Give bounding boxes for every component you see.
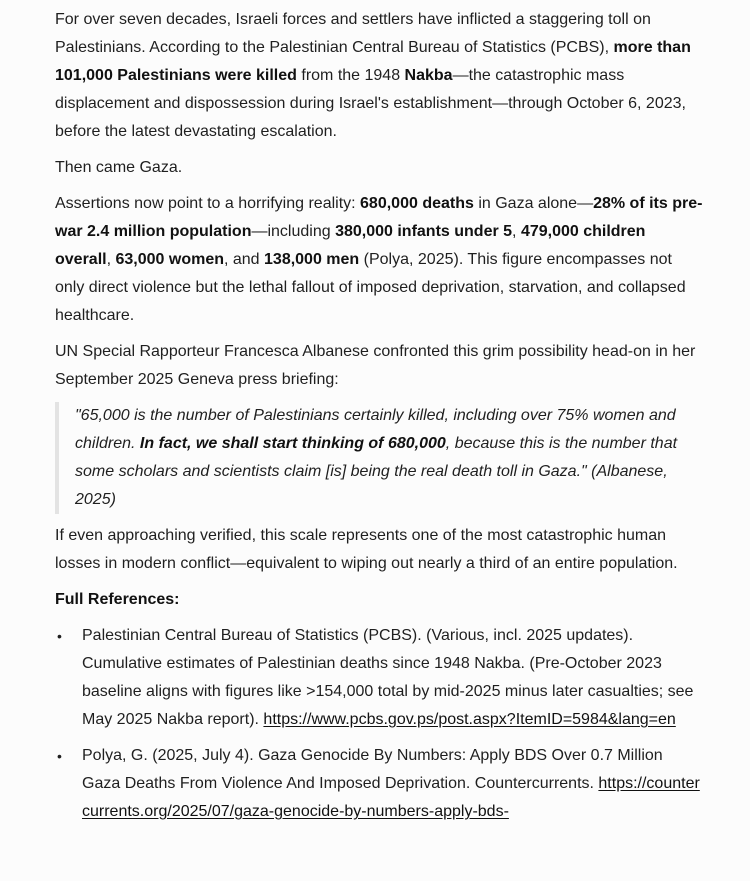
paragraph-albanese-intro: UN Special Rapporteur Francesca Albanese confronted this grim possibility head-on in her September 2025 Geneva press briefing: — [55, 343, 696, 388]
bold-28-percent: 28% of its pre-war 2.4 million population — [55, 195, 703, 240]
bold-men: 138,000 men — [264, 251, 360, 268]
blockquote-albanese: "65,000 is the number of Palestinians certainly killed, including over 75% women and children. In fact, we shall start thinking of 680,000, because this is the number that some scholars and scientists claim [is] being the real death toll in Gaza." (Albanese, 2025) — [55, 402, 703, 514]
bold-infants: 380,000 infants under 5 — [335, 223, 513, 240]
link-pcbs[interactable]: https://www.pcbs.gov.ps/post.aspx?ItemID=5984&lang=en — [263, 711, 676, 728]
references-list — [55, 622, 703, 826]
bold-quote-680000: In fact, we shall start thinking of 680,000 — [139, 435, 446, 452]
article-body — [55, 6, 703, 834]
bold-nakba: Nakba — [404, 67, 453, 84]
references-heading: Full References: — [55, 591, 180, 608]
paragraph-gaza-figures: Assertions now point to a horrifying reality: 680,000 deaths in Gaza alone—28% of its pre-war 2.4 million population—including 380,000 infants under 5, 479,000 children overall, 63,000 women, and 138,000 men (Polya, 2025). This figure encompasses not only direct violence but the lethal fallout of imposed deprivation, starvation, and collapsed healthcare. — [55, 195, 703, 324]
paragraph-then-came-gaza: Then came Gaza. — [55, 159, 183, 176]
paragraph-nakba-toll: For over seven decades, Israeli forces and settlers have inflicted a staggering toll on Palestinians. According to the Palestinian Central Bureau of Statistics (PCBS), more than 101,000 Palestinians were killed from the 1948 Nakba—the catastrophic mass displacement and dispossession during Israel's establishment—through October 6, 2023, before the latest devastating escalation. — [55, 11, 691, 140]
paragraph-scale: If even approaching verified, this scale represents one of the most catastrophic human losses in modern conflict—equivalent to wiping out nearly a third of an entire population. — [55, 527, 678, 572]
bullet-icon: • — [57, 748, 62, 764]
bold-women: 63,000 women — [115, 251, 224, 268]
bold-680000-deaths: 680,000 deaths — [360, 195, 474, 212]
reference-item-polya: • Polya, G. (2025, July 4). Gaza Genocide By Numbers: Apply BDS Over 0.7 Million Gaza Deaths From Violence And Imposed Deprivation. Countercurrents. https://countercurrents.org/2025/07/gaza-genocide-by-numbers-apply-bds- — [55, 742, 703, 826]
bullet-icon: • — [57, 628, 62, 644]
bold-101000-killed: more than 101,000 Palestinians were killed — [55, 39, 691, 84]
bold-children: 479,000 children overall — [55, 223, 646, 268]
link-countercurrents[interactable]: https://countercurrents.org/2025/07/gaza-genocide-by-numbers-apply-bds- — [82, 775, 700, 820]
reference-item-pcbs: • Palestinian Central Bureau of Statistics (PCBS). (Various, incl. 2025 updates). Cumulative estimates of Palestinian deaths since 1948 Nakba. (Pre-October 2023 baseline aligns with figures like >154,000 total by mid-2025 minus later casualties; see May 2025 Nakba report). https://www.pcbs.gov.ps/post.aspx?ItemID=5984&lang=en — [55, 622, 703, 734]
